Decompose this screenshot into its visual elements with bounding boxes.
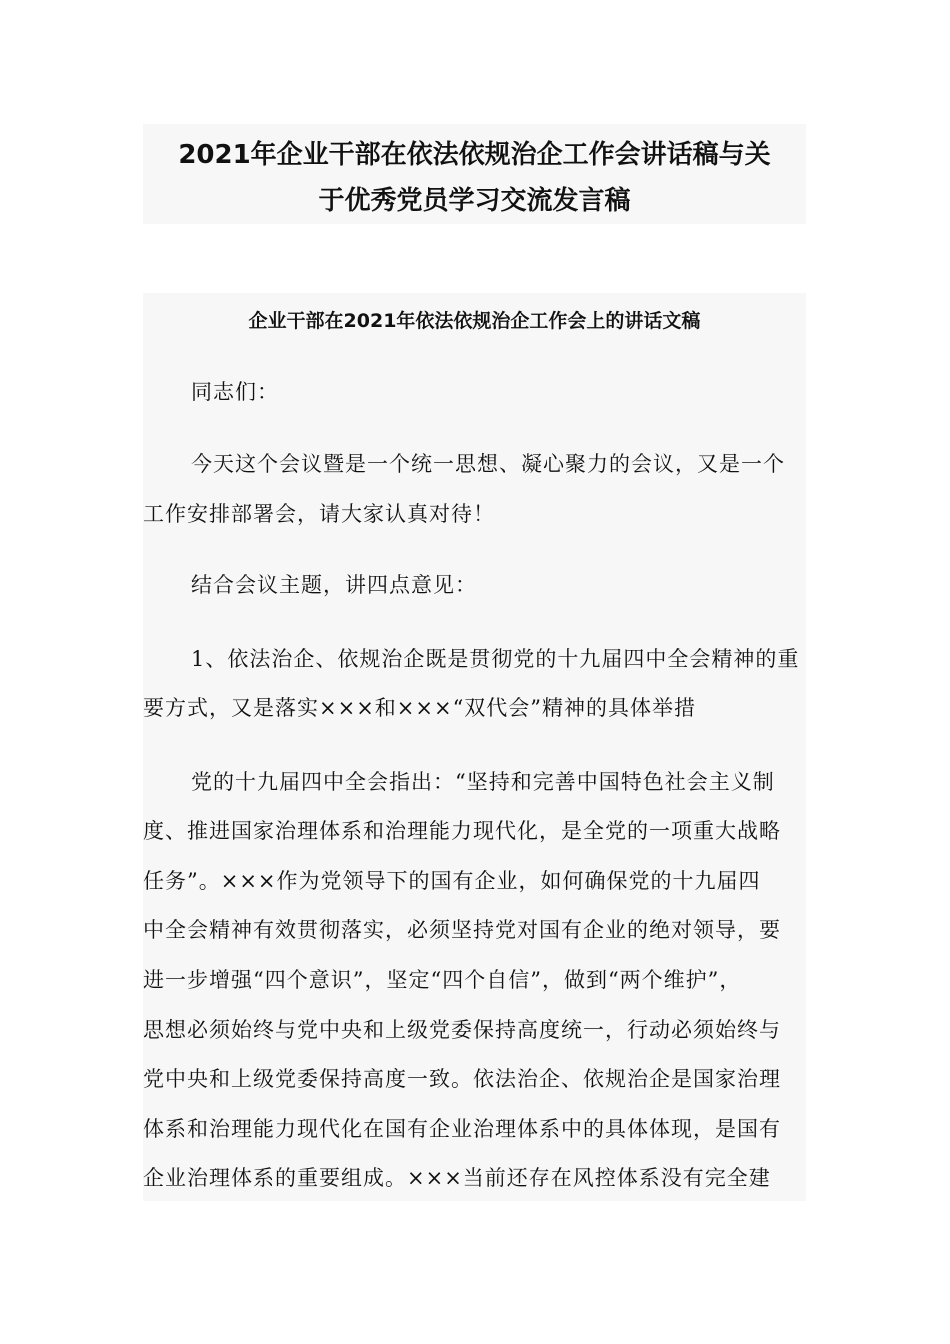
speech-subtitle: 企业干部在2021年依法依规治企工作会上的讲话文稿 bbox=[248, 310, 701, 332]
paragraph-line: 企业治理体系的重要组成。×××当前还存在风控体系没有完全建 bbox=[143, 1166, 771, 1190]
document-title-line-2: 于优秀党员学习交流发言稿 bbox=[318, 186, 631, 216]
section-heading-line: 要方式，又是落实×××和×××“双代会”精神的具体举措 bbox=[143, 696, 697, 720]
paragraph-line: 思想必须始终与党中央和上级党委保持高度统一，行动必须始终与 bbox=[143, 1018, 781, 1042]
title-block bbox=[143, 124, 806, 224]
document-title-line-1: 2021年企业干部在依法依规治企工作会讲话稿与关 bbox=[178, 140, 771, 170]
paragraph-line: 任务”。×××作为党领导下的国有企业，如何确保党的十九届四 bbox=[143, 869, 761, 893]
paragraph-line: 进一步增强“四个意识”，坚定“四个自信”，做到“两个维护”， bbox=[143, 968, 742, 992]
paragraph-line: 今天这个会议暨是一个统一思想、凝心聚力的会议，又是一个 bbox=[191, 452, 785, 476]
paragraph-line: 体系和治理能力现代化在国有企业治理体系中的具体体现，是国有 bbox=[143, 1117, 781, 1141]
paragraph-line: 工作安排部署会，请大家认真对待！ bbox=[143, 502, 495, 526]
paragraph-line: 党的十九届四中全会指出：“坚持和完善中国特色社会主义制 bbox=[191, 770, 775, 794]
paragraph-line: 党中央和上级党委保持高度一致。依法治企、依规治企是国家治理 bbox=[143, 1067, 781, 1091]
document-body bbox=[143, 293, 806, 1201]
paragraph-line: 度、推进国家治理体系和治理能力现代化，是全党的一项重大战略 bbox=[143, 819, 781, 843]
section-heading-line: 1、依法治企、依规治企既是贯彻党的十九届四中全会精神的重 bbox=[191, 647, 800, 671]
salutation: 同志们： bbox=[191, 380, 279, 404]
paragraph-line: 结合会议主题，讲四点意见： bbox=[191, 573, 477, 597]
paragraph-line: 中全会精神有效贯彻落实，必须坚持党对国有企业的绝对领导，要 bbox=[143, 918, 781, 942]
